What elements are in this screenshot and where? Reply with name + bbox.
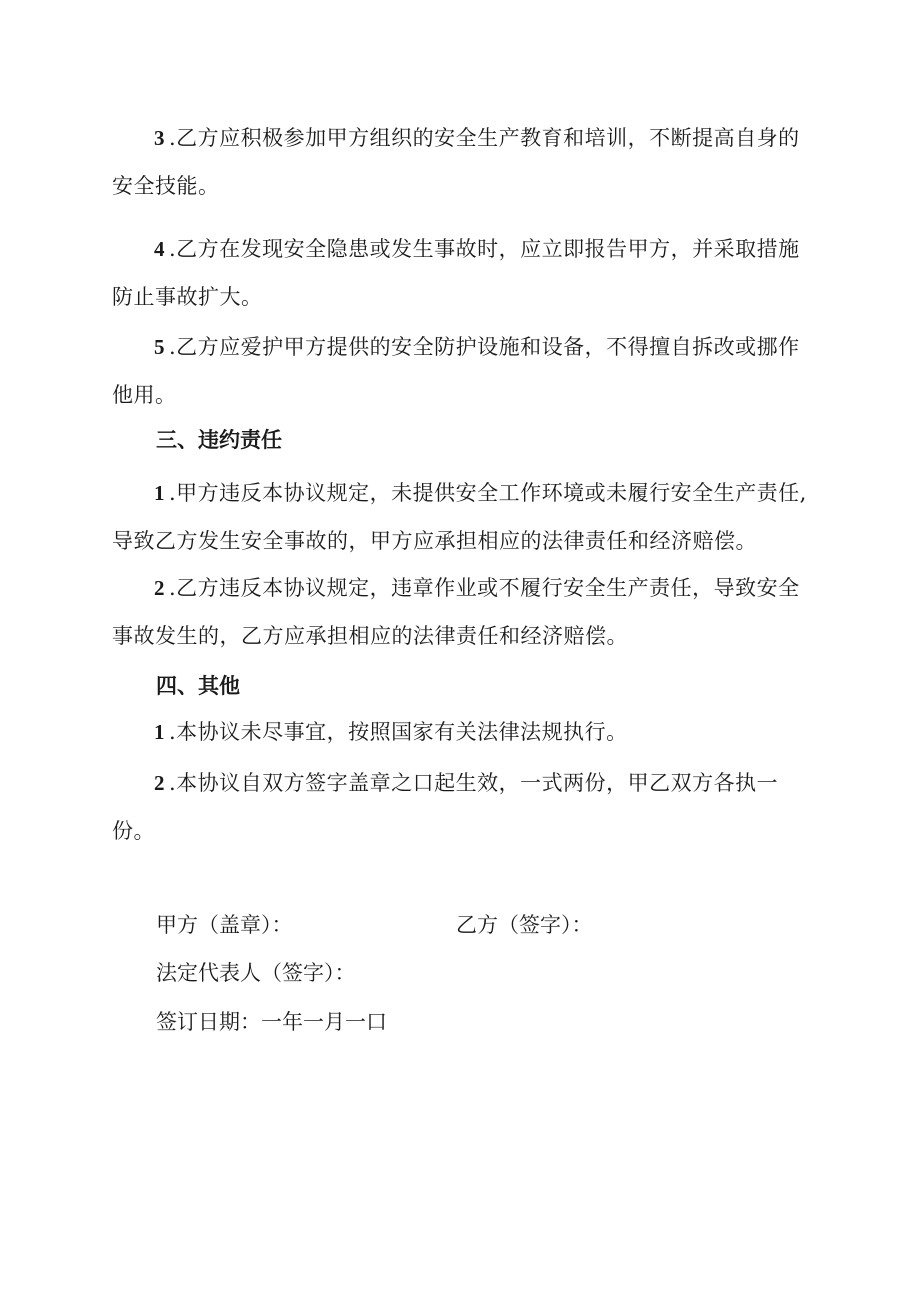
section-heading-other: 四、其他: [156, 674, 240, 698]
clause-number: 1: [154, 481, 165, 505]
clause-4-2: [112, 759, 812, 855]
section-heading-breach: 三、违约责任: [156, 428, 282, 452]
clause-number: 2: [154, 576, 165, 600]
clause-text: .乙方违反本协议规定，违章作业或不履行安全生产责任，导致安全事故发生的，乙方应承担相应的法律责任和经济赔偿。: [112, 576, 800, 648]
signing-date: 签订日期：一年一月一口: [156, 1010, 387, 1034]
clause-text: .乙方应积极参加甲方组织的安全生产教育和培训，不断提高自身的安全技能。: [112, 126, 800, 198]
party-a-seal: 甲方（盖章）：: [156, 913, 293, 937]
clause-3-1: [112, 469, 812, 565]
clause-2-4: [112, 225, 812, 321]
clause-4-1: [112, 708, 812, 756]
clause-2-5: [112, 323, 812, 419]
clause-3-2: [112, 564, 812, 660]
clause-2-3: [112, 114, 812, 210]
clause-number: 1: [154, 720, 165, 744]
clause-number: 5: [154, 335, 165, 359]
clause-number: 3: [154, 126, 165, 150]
party-b-signature: 乙方（签字）：: [456, 913, 593, 937]
clause-text: .本协议自双方签字盖章之口起生效，一式两份，甲乙双方各执一份。: [112, 771, 779, 843]
clause-number: 2: [154, 771, 165, 795]
clause-number: 4: [154, 237, 165, 261]
clause-text: .乙方在发现安全隐患或发生事故时，应立即报告甲方，并采取措施防止事故扩大。: [112, 237, 800, 309]
clause-text: .本协议未尽事宜，按照国家有关法律法规执行。: [169, 720, 628, 744]
clause-text: .甲方违反本协议规定，未提供安全工作环境或未履行安全生产责任, 导致乙方发生安全事故的，甲方应承担相应的法律责任和经济赔偿。: [112, 481, 807, 553]
legal-representative-signature: 法定代表人（签字）：: [156, 961, 356, 985]
clause-text: .乙方应爱护甲方提供的安全防护设施和设备，不得擅自拆改或挪作他用。: [112, 335, 800, 407]
